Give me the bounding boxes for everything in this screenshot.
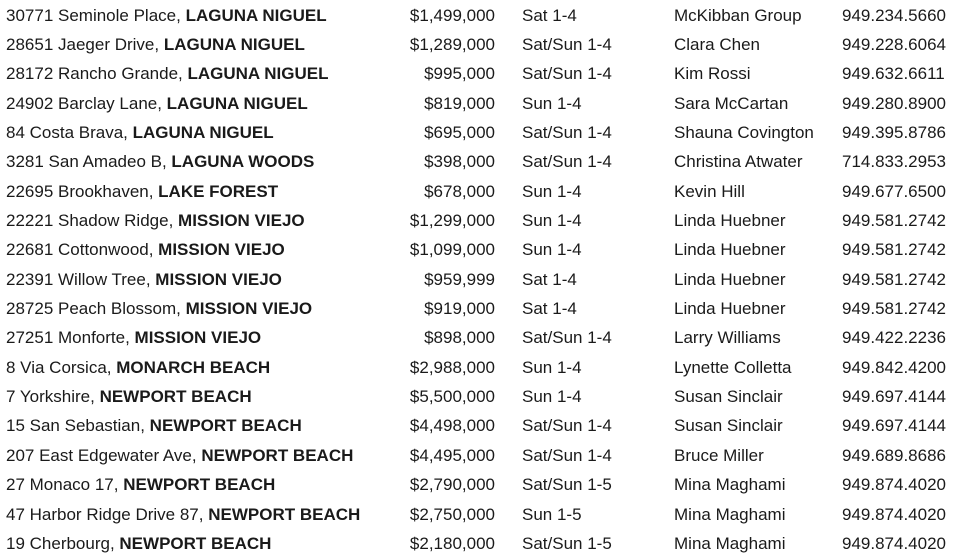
street-address: 8 Via Corsica, [6,357,117,377]
price-cell: $959,999 [424,269,495,289]
price-cell: $398,000 [424,152,495,172]
price-cell: $4,498,000 [409,416,495,436]
table-row [0,382,972,411]
agent-name-cell: Mina Maghami [674,533,786,553]
agent-name-cell: Christina Atwater [674,152,803,172]
phone-number-cell: 714.833.2953 [842,152,946,172]
price-cell: $2,988,000 [409,357,495,377]
phone-number-cell: 949.632.6611 [842,64,945,84]
open-house-time-cell: Sat 1-4 [522,299,577,319]
open-house-time-cell: Sun 1-4 [522,357,582,377]
price-cell: $995,000 [424,64,495,84]
street-address: 22221 Shadow Ridge, [6,211,179,231]
phone-number-cell: 949.395.8786 [842,123,946,143]
agent-name-cell: Sara McCartan [674,93,789,113]
open-house-time-cell: Sat/Sun 1-4 [522,123,612,143]
street-address: 3281 San Amadeo B, [6,152,172,172]
phone-number-cell: 949.689.8686 [842,445,946,465]
price-cell: $1,099,000 [409,240,495,260]
street-address: 84 Costa Brava, [6,123,133,143]
table-row [0,60,972,89]
table-row [0,1,972,30]
phone-number-cell: 949.874.4020 [842,475,946,495]
table-row [0,353,972,382]
phone-number-cell: 949.697.4144 [842,416,946,436]
address-cell [0,299,392,319]
table-row [0,30,972,59]
agent-name-cell: Susan Sinclair [674,387,783,407]
table-row [0,441,972,470]
open-house-time-cell: Sat/Sun 1-4 [522,328,612,348]
open-house-time-cell: Sat/Sun 1-4 [522,416,612,436]
price-cell: $1,289,000 [409,35,495,55]
price-cell: $2,750,000 [409,504,495,524]
agent-name-cell: Linda Huebner [674,299,786,319]
address-cell [0,211,392,231]
agent-name-cell: Kevin Hill [674,181,745,201]
phone-number-cell: 949.842.4200 [842,357,946,377]
price-cell: $695,000 [424,123,495,143]
phone-number-cell: 949.874.4020 [842,504,946,524]
address-cell [0,416,392,436]
agent-name-cell: Lynette Colletta [674,357,792,377]
table-row [0,236,972,265]
open-house-time-cell: Sun 1-4 [522,387,582,407]
city-name: MISSION VIEJO [155,269,282,289]
street-address: 7 Yorkshire, [6,387,100,407]
address-cell [0,505,392,525]
phone-number-cell: 949.422.2236 [842,328,946,348]
open-house-time-cell: Sun 1-4 [522,93,582,113]
price-cell: $898,000 [424,328,495,348]
open-house-time-cell: Sat/Sun 1-4 [522,35,612,55]
address-cell [0,64,392,84]
address-cell [0,152,392,172]
address-cell [0,240,392,260]
city-name: MISSION VIEJO [134,328,262,348]
city-name: LAGUNA NIGUEL [187,64,329,84]
city-name: MONARCH BEACH [116,357,271,377]
address-cell [0,534,392,554]
table-row [0,500,972,529]
open-house-time-cell: Sun 1-5 [522,504,582,524]
price-cell: $1,499,000 [409,5,495,25]
street-address: 22695 Brookhaven, [6,181,159,201]
street-address: 27251 Monforte, [6,328,135,348]
address-cell [0,270,392,290]
table-row [0,471,972,500]
phone-number-cell: 949.228.6064 [842,35,946,55]
agent-name-cell: Linda Huebner [674,211,786,231]
price-cell: $1,299,000 [409,211,495,231]
agent-name-cell: Susan Sinclair [674,416,783,436]
city-name: NEWPORT BEACH [119,533,272,553]
open-house-time-cell: Sun 1-4 [522,181,582,201]
open-house-time-cell: Sun 1-4 [522,211,582,231]
address-cell [0,387,392,407]
city-name: LAKE FOREST [158,181,279,201]
city-name: NEWPORT BEACH [201,445,354,465]
price-cell: $5,500,000 [409,387,495,407]
agent-name-cell: Linda Huebner [674,269,786,289]
street-address: 28725 Peach Blossom, [6,299,186,319]
agent-name-cell: Kim Rossi [674,64,751,84]
street-address: 28651 Jaeger Drive, [6,35,164,55]
city-name: NEWPORT BEACH [208,504,361,524]
city-name: LAGUNA NIGUEL [163,35,305,55]
price-cell: $819,000 [424,93,495,113]
agent-name-cell: Larry Williams [674,328,781,348]
table-row [0,206,972,235]
table-row [0,177,972,206]
city-name: MISSION VIEJO [158,240,285,260]
address-cell [0,94,392,114]
city-name: NEWPORT BEACH [99,387,252,407]
city-name: LAGUNA NIGUEL [166,93,308,113]
agent-name-cell: McKibban Group [674,5,802,25]
city-name: LAGUNA NIGUEL [132,123,274,143]
phone-number-cell: 949.874.4020 [842,533,946,553]
city-name: MISSION VIEJO [185,299,313,319]
table-row [0,412,972,441]
phone-number-cell: 949.581.2742 [842,240,946,260]
price-cell: $4,495,000 [409,445,495,465]
phone-number-cell: 949.280.8900 [842,93,946,113]
agent-name-cell: Mina Maghami [674,475,786,495]
address-cell [0,475,392,495]
address-cell [0,123,392,143]
table-row [0,529,972,558]
table-row [0,324,972,353]
agent-name-cell: Clara Chen [674,35,760,55]
address-cell [0,358,392,378]
city-name: NEWPORT BEACH [149,416,302,436]
table-row [0,118,972,147]
price-cell: $919,000 [424,299,495,319]
table-row [0,294,972,323]
city-name: LAGUNA WOODS [171,152,315,172]
open-house-time-cell: Sat/Sun 1-4 [522,152,612,172]
open-house-time-cell: Sat 1-4 [522,269,577,289]
address-cell [0,182,392,202]
street-address: 22391 Willow Tree, [6,269,156,289]
street-address: 24902 Barclay Lane, [6,93,167,113]
street-address: 19 Cherbourg, [6,533,120,553]
open-house-time-cell: Sat/Sun 1-5 [522,533,612,553]
street-address: 207 East Edgewater Ave, [6,445,202,465]
street-address: 47 Harbor Ridge Drive 87, [6,504,209,524]
table-row [0,148,972,177]
agent-name-cell: Shauna Covington [674,123,814,143]
address-cell [0,446,392,466]
table-row [0,89,972,118]
agent-name-cell: Linda Huebner [674,240,786,260]
agent-name-cell: Mina Maghami [674,504,786,524]
open-house-time-cell: Sat 1-4 [522,5,577,25]
price-cell: $2,790,000 [409,475,495,495]
city-name: LAGUNA NIGUEL [185,5,327,25]
phone-number-cell: 949.234.5660 [842,5,946,25]
open-house-time-cell: Sat/Sun 1-4 [522,64,612,84]
phone-number-cell: 949.581.2742 [842,211,946,231]
price-cell: $678,000 [424,181,495,201]
street-address: 27 Monaco 17, [6,475,124,495]
agent-name-cell: Bruce Miller [674,445,764,465]
street-address: 30771 Seminole Place, [6,5,186,25]
price-cell: $2,180,000 [409,533,495,553]
open-house-time-cell: Sat/Sun 1-5 [522,475,612,495]
city-name: MISSION VIEJO [178,211,305,231]
open-house-time-cell: Sat/Sun 1-4 [522,445,612,465]
street-address: 28172 Rancho Grande, [6,64,188,84]
phone-number-cell: 949.581.2742 [842,269,946,289]
phone-number-cell: 949.677.6500 [842,181,946,201]
address-cell [0,6,392,26]
open-house-time-cell: Sun 1-4 [522,240,582,260]
address-cell [0,35,392,55]
phone-number-cell: 949.581.2742 [842,299,946,319]
table-row [0,265,972,294]
city-name: NEWPORT BEACH [123,475,276,495]
phone-number-cell: 949.697.4144 [842,387,946,407]
address-cell [0,328,392,348]
street-address: 22681 Cottonwood, [6,240,159,260]
street-address: 15 San Sebastian, [6,416,150,436]
